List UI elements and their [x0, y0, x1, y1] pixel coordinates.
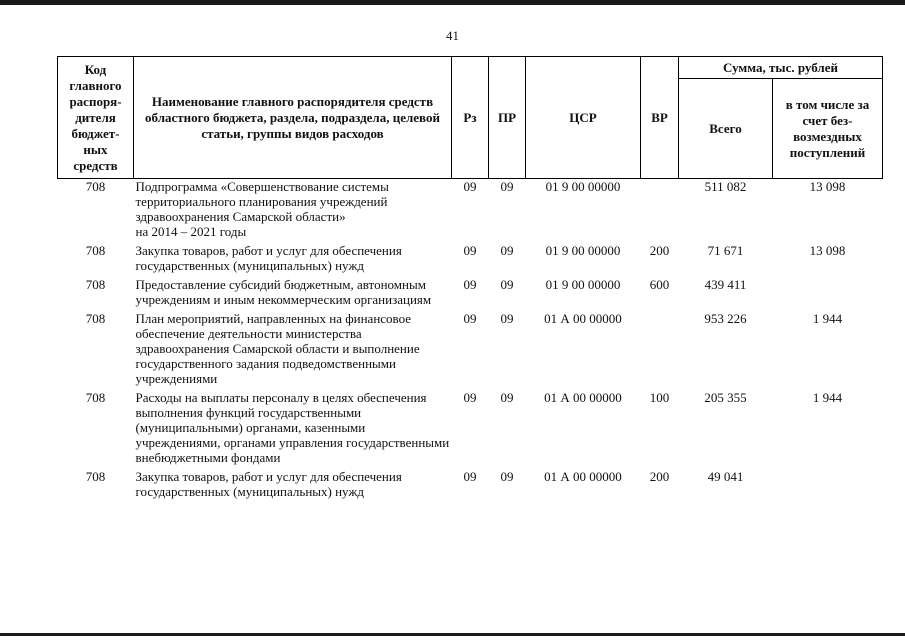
cell-pr: 09	[500, 390, 514, 405]
cell-csr: 01 А 00 00000	[544, 390, 622, 405]
cell-code: 708	[85, 311, 106, 326]
table-row	[58, 243, 883, 277]
cell-name: Закупка товаров, работ и услуг для обеспечения государственных (муниципальных) нужд	[135, 469, 402, 499]
cell-name: Закупка товаров, работ и услуг для обеспечения государственных (муниципальных) нужд	[135, 243, 402, 273]
cell-free	[773, 469, 883, 503]
cell-rz: 09	[463, 390, 477, 405]
cell-vr: 100	[649, 390, 670, 405]
cell-vr: 600	[649, 277, 670, 292]
cell-rz: 09	[463, 243, 477, 258]
cell-total: 205 355	[704, 390, 747, 405]
cell-vr: 200	[649, 243, 670, 258]
cell-total: 511 082	[704, 179, 747, 194]
cell-rz: 09	[463, 469, 477, 484]
cell-csr: 01 9 00 00000	[545, 179, 621, 194]
cell-pr: 09	[500, 179, 514, 194]
table-row	[58, 179, 883, 244]
cell-total: 953 226	[704, 311, 747, 326]
cell-total: 439 411	[704, 277, 747, 292]
header-csr: ЦСР	[526, 57, 641, 179]
cell-rz: 09	[463, 311, 477, 326]
top-border	[0, 0, 905, 5]
cell-csr: 01 9 00 00000	[545, 277, 621, 292]
cell-csr: 01 А 00 00000	[544, 469, 622, 484]
cell-vr: 200	[649, 469, 670, 484]
cell-rz: 09	[463, 179, 477, 194]
cell-pr: 09	[500, 311, 514, 326]
cell-pr: 09	[500, 243, 514, 258]
header-free: в том числе за счет без-возмездных поступлений	[773, 79, 883, 179]
cell-name: План мероприятий, направленных на финансовое обеспечение деятельности министерства здравоохранения Самарской области и выполнение государственного задания подведомственными учреждениями	[135, 311, 420, 386]
table-row	[58, 277, 883, 311]
cell-free: 13 098	[809, 243, 846, 258]
table-row	[58, 311, 883, 390]
cell-pr: 09	[500, 277, 514, 292]
cell-total: 71 671	[707, 243, 744, 258]
cell-code: 708	[85, 243, 106, 258]
header-name: Наименование главного распорядителя средств областного бюджета, раздела, подраздела, целевой статьи, группы видов расходов	[134, 57, 452, 179]
header-pr: ПР	[489, 57, 526, 179]
bottom-border	[0, 633, 905, 636]
table-row	[58, 390, 883, 469]
cell-code: 708	[85, 390, 106, 405]
cell-code: 708	[85, 179, 106, 194]
table-row	[58, 469, 883, 503]
cell-code: 708	[85, 277, 106, 292]
cell-free: 1 944	[812, 311, 843, 326]
cell-name: Предоставление субсидий бюджетным, автономным учреждениям и иным некоммерческим организациям	[135, 277, 432, 307]
page-number: 41	[446, 28, 459, 43]
cell-total: 49 041	[707, 469, 744, 484]
header-vr: ВР	[641, 57, 679, 179]
header-total: Всего	[679, 79, 773, 179]
cell-csr: 01 А 00 00000	[544, 311, 622, 326]
cell-code: 708	[85, 469, 106, 484]
cell-name: Подпрограмма «Совершенствование системы территориального планирования учреждений здравоохранения Самарской области» на 2014 – 2021 годы	[135, 179, 389, 239]
cell-name: Расходы на выплаты персоналу в целях обеспечения выполнения функций государственными (муниципальными) органами, казенными учреждениями, органами управления государственными внебюджетными фондами	[135, 390, 450, 465]
cell-vr	[641, 311, 679, 390]
cell-csr: 01 9 00 00000	[545, 243, 621, 258]
cell-free: 13 098	[809, 179, 846, 194]
header-rz: Рз	[452, 57, 489, 179]
cell-rz: 09	[463, 277, 477, 292]
cell-pr: 09	[500, 469, 514, 484]
cell-vr	[641, 179, 679, 244]
header-code: Код главного распоря-дителя бюджет-ных средств	[58, 57, 134, 179]
budget-table	[57, 56, 883, 503]
cell-free: 1 944	[812, 390, 843, 405]
header-sum: Сумма, тыс. рублей	[679, 57, 883, 79]
cell-free	[773, 277, 883, 311]
